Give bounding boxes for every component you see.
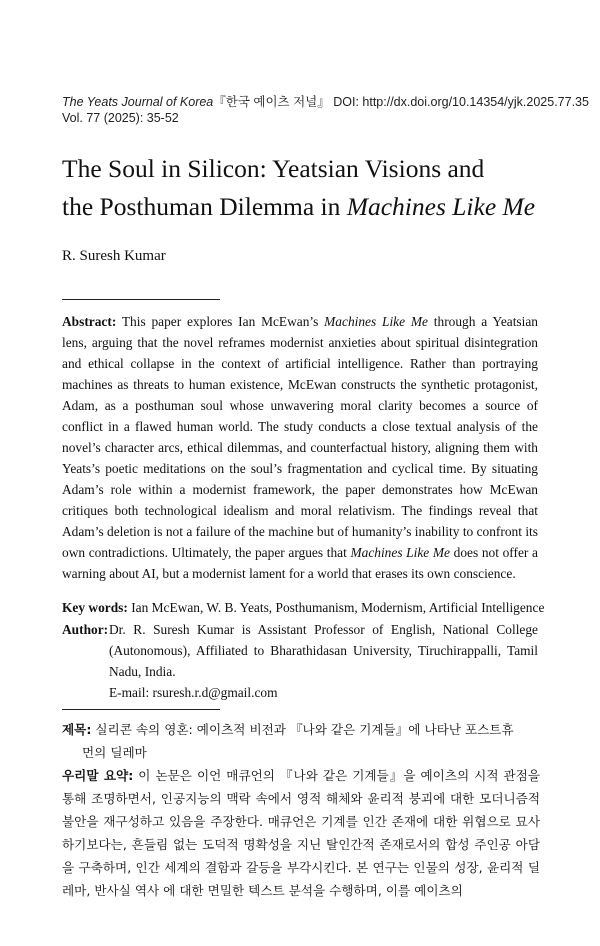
separator-rule-bottom (62, 709, 220, 710)
abstract-book-title-2: Machines Like Me (350, 545, 450, 560)
author-name: R. Suresh Kumar (62, 248, 166, 264)
abstract-text-2: through a Yeatsian lens, arguing that the novel reframes modernist anxieties about spiritual disintegration and ethical collapse in the context of artificial intelligence. Rather than portraying machines as threats to human existence, McEwan constructs the synthetic protagonist, Adam, as a posthuman soul whose unwavering moral clarity becomes a source of conflict in a flawed human world. The study conducts a close textual analysis of the novel’s character arcs, ethical dilemmas, and counterfactual history, aligning them with Yeats’s poetic meditations on the soul’s fragmentation and cyclical time. By situating Adam’s role within a modernist framework, the paper demonstrates how McEwan critiques both technological idealism and moral relativism. The findings reveal that Adam’s deletion is not a failure of the machine but of humanity’s inability to confront its own contradictions. Ultimately, the paper argues that (62, 314, 538, 560)
author-affiliation: Dr. R. Suresh Kumar is Assistant Professor of English, National College (Autonomous), Affiliated to Bharathidasan University, Tiruchirappalli, Tamil Nadu, India. (109, 622, 538, 679)
abstract-book-title-1: Machines Like Me (324, 314, 428, 329)
abstract-label: Abstract: (62, 314, 117, 329)
author-info-body (109, 619, 538, 703)
header-line-1 (62, 94, 589, 110)
paper-title (62, 150, 562, 226)
author-info (62, 619, 538, 703)
title-line-2 (62, 188, 562, 226)
abstract-text-1: This paper explores Ian McEwan’s (116, 314, 325, 329)
korean-title-label: 제목: (62, 722, 92, 737)
title-line-1: The Soul in Silicon: Yeatsian Visions and (62, 154, 485, 183)
korean-title-text: 실리콘 속의 영혼: 예이츠적 비전과 『나와 같은 기계들』에 나타난 포스트휴 (91, 722, 514, 737)
journal-name-korean: 『한국 예이츠 저널』 (213, 95, 330, 109)
abstract-text-3: does not offer a warning about AI, but a modernist lament for a world that erases its own conscience. (62, 545, 538, 581)
keywords-line (62, 598, 545, 618)
separator-rule-top (62, 299, 220, 300)
author-email[interactable]: E-mail: rsuresh.r.d@gmail.com (109, 685, 278, 700)
korean-abstract-label: 우리말 요약: (62, 768, 134, 783)
korean-title (62, 718, 540, 764)
keywords-text: Ian McEwan, W. B. Yeats, Posthumanism, Modernism, Artificial Intelligence (127, 600, 545, 615)
title-book-name: Machines Like Me (346, 192, 536, 221)
abstract-paragraph (62, 311, 538, 584)
korean-abstract (62, 764, 540, 902)
author-info-label: Author: (62, 622, 109, 637)
title-line-2-text: the Posthuman Dilemma in (62, 192, 347, 221)
keywords-label: Key words: (62, 600, 128, 615)
volume-info: Vol. 77 (2025): 35-52 (62, 111, 179, 125)
journal-name: The Yeats Journal of Korea (62, 95, 214, 109)
korean-abstract-text: 이 논문은 이언 매큐언의 『나와 같은 기계들』을 예이츠의 시적 관점을 통해 조명하면서, 인공지능의 맥락 속에서 영적 해체와 윤리적 붕괴에 대한 모더니즘적 불안을 재구성하고 있음을 주장한다. 매큐언은 기계를 인간 존재에 대한 위협으로 묘사하기보다는, 흔들림 없는 도덕적 명확성을 지닌 탈인간적 존재로서의 합성 주인공 아담 을 구축하며, 인간 세계의 결함과 갈등을 부각시킨다. 본 연구는 인물의 성장, 윤리적 딜레마, 반사실 역사 에 대한 면밀한 텍스트 분석을 수행하며, 이를 예이츠의 (62, 768, 540, 898)
doi-link[interactable]: DOI: http://dx.doi.org/10.14354/yjk.2025.77.35 (333, 95, 589, 109)
korean-title-continuation: 먼의 딜레마 (82, 745, 147, 760)
running-header (62, 94, 589, 126)
